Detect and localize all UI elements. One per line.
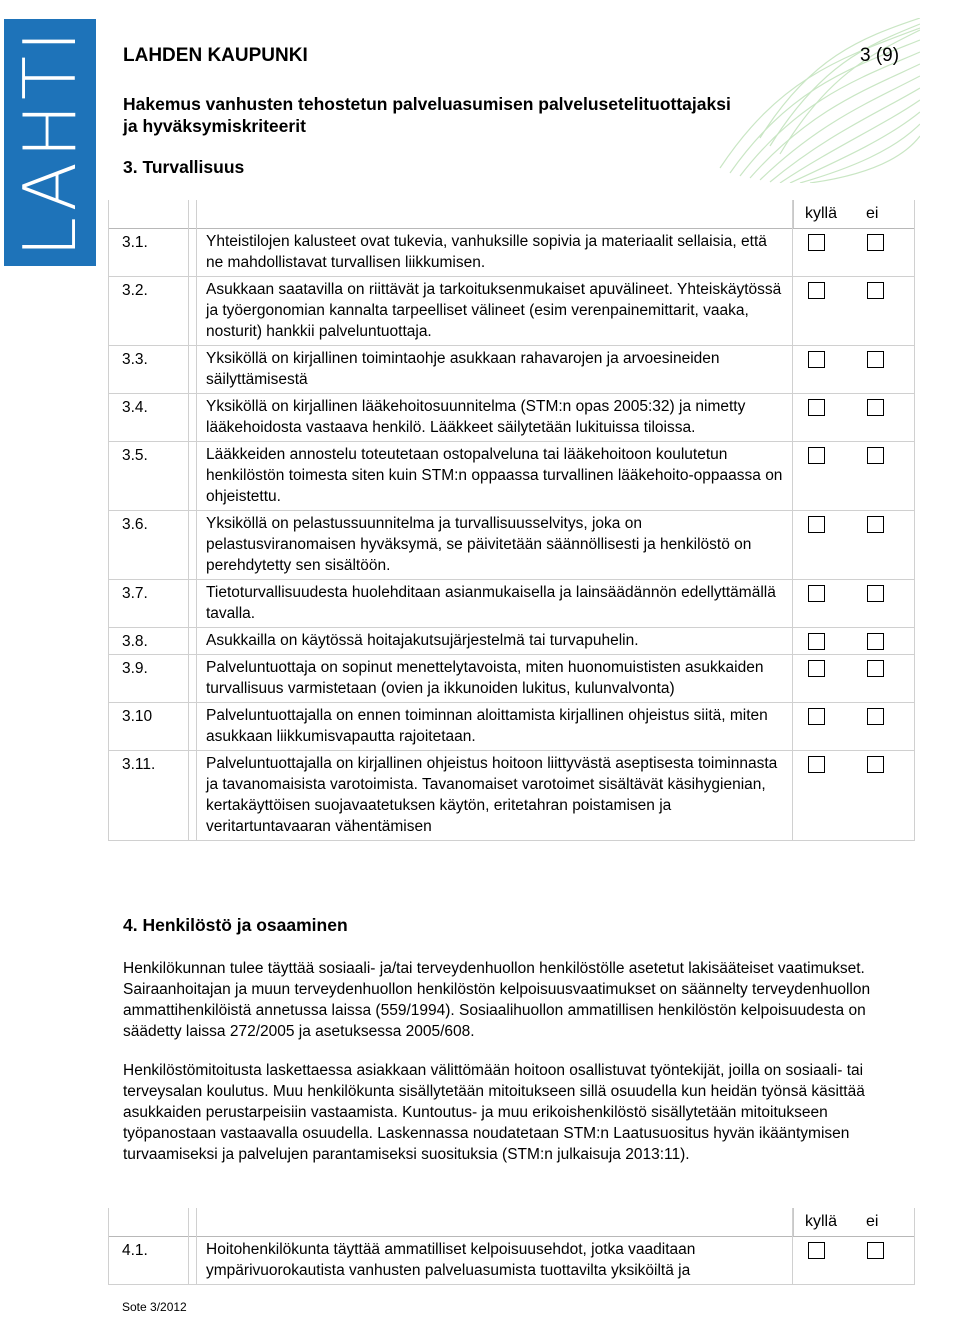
column-no: ei <box>866 205 879 222</box>
no-checkbox[interactable] <box>867 447 884 464</box>
no-checkbox[interactable] <box>867 1242 884 1259</box>
title-line-2: ja hyväksymiskriteerit <box>123 116 306 136</box>
criterion-text: Asukkaan saatavilla on riittävät ja tarkoituksenmukaiset apuvälineet. Yhteiskäytössä ja työergonomian kannalta tarpeelliset välineet (esim verenpainemittarit, vaaka, nosturit) hankkii palveluntuottaja. <box>206 281 782 340</box>
yes-checkbox[interactable] <box>808 756 825 773</box>
criterion-text: Yhteistilojen kalusteet ovat tukevia, vanhuksille sopivia ja materiaalit sellaisia, että ne mahdollistavat turvallisen liikkumisen. <box>206 233 767 271</box>
no-checkbox[interactable] <box>867 399 884 416</box>
criterion-text: Yksiköllä on kirjallinen toimintaohje asukkaan rahavarojen ja arvoesineiden säilyttämisestä <box>206 350 720 388</box>
yes-checkbox[interactable] <box>808 516 825 533</box>
logo-text: LAHTI <box>8 26 92 258</box>
no-checkbox[interactable] <box>867 351 884 368</box>
yes-checkbox[interactable] <box>808 282 825 299</box>
column-no: ei <box>866 1213 879 1230</box>
no-checkbox[interactable] <box>867 660 884 677</box>
criterion-number: 3.8. <box>122 633 148 650</box>
table-row <box>108 628 914 655</box>
yes-checkbox[interactable] <box>808 447 825 464</box>
table-row <box>108 229 914 277</box>
criterion-number: 3.6. <box>122 516 148 533</box>
yes-checkbox[interactable] <box>808 708 825 725</box>
section-4-paragraph-1: Henkilökunnan tulee täyttää sosiaali- ja/tai terveydenhuollon henkilöstölle asetetut lakisääteiset vaatimukset. Sairaanhoitajan ja muun terveydenhuollon henkilöstön kelpoisuusvaatimukset on säännelty terveydenhuollon ammattihenkilöistä annetussa laissa (559/1994). Sosiaalihuollon ammatillisen henkilöstön kelpoisuudesta on säädetty laissa 272/2005 ja asetuksessa 2005/608. <box>123 960 871 1040</box>
criterion-text: Hoitohenkilökunta täyttää ammatilliset kelpoisuusehdot, jotka vaaditaan ympärivuorokautista vanhusten palveluasumista tuottavilta yksiköiltä ja <box>206 1241 696 1279</box>
table-grid-line <box>108 200 109 841</box>
table-grid-line <box>914 200 915 841</box>
section-4-paragraph-2: Henkilöstömitoitusta laskettaessa asiakkaan välittömään hoitoon osallistuvat työntekijät, joilla on sosiaali- tai terveysalan koulutus. Muu henkilökunta sisällytetään mitoitukseen sillä osuudella kun heidän työnsä käsittää asukkaiden perustarpeisiin vastaamista. Kuntoutus- ja muu erikoishenkilöstö sisällytetään mitoitukseen työpanostaan vastaavalla osuudella. Laskennassa noudatetaan STM:n Laatusuositus hyvän ikääntymisen turvaamiseksi ja palvelujen parantamiseksi suosituksia (STM:n julkaisuja 2013:11). <box>123 1062 865 1163</box>
table-header <box>108 200 914 229</box>
table-row <box>108 703 914 751</box>
criterion-number: 3.4. <box>122 399 148 416</box>
no-checkbox[interactable] <box>867 708 884 725</box>
table-row <box>108 751 914 841</box>
yes-checkbox[interactable] <box>808 351 825 368</box>
criterion-number: 3.5. <box>122 447 148 464</box>
no-checkbox[interactable] <box>867 516 884 533</box>
yes-checkbox[interactable] <box>808 399 825 416</box>
criterion-text: Lääkkeiden annostelu toteutetaan ostopalveluna tai lääkehoitoon koulutetun henkilöstön toimesta siten kuin STM:n oppaassa turvallinen lääkehoito-oppaassa on ohjeistettu. <box>206 446 783 505</box>
criterion-number: 3.1. <box>122 234 148 251</box>
organization-name: LAHDEN KAUPUNKI <box>123 45 308 66</box>
yes-checkbox[interactable] <box>808 234 825 251</box>
table-row <box>108 655 914 703</box>
no-checkbox[interactable] <box>867 585 884 602</box>
column-yes: kyllä <box>805 1213 838 1230</box>
criterion-number: 3.3. <box>122 351 148 368</box>
table-row <box>108 1237 914 1285</box>
no-checkbox[interactable] <box>867 234 884 251</box>
criterion-text: Tietoturvallisuudesta huolehditaan asianmukaisella ja lainsäädännön edellyttämällä tavalla. <box>206 584 776 622</box>
section-3-table <box>108 200 914 841</box>
no-checkbox[interactable] <box>867 756 884 773</box>
no-checkbox[interactable] <box>867 633 884 650</box>
table-header <box>108 1208 914 1237</box>
table-row <box>108 277 914 346</box>
yes-checkbox[interactable] <box>808 585 825 602</box>
criterion-number: 3.7. <box>122 585 148 602</box>
yes-checkbox[interactable] <box>808 660 825 677</box>
yes-checkbox[interactable] <box>808 633 825 650</box>
column-yes: kyllä <box>805 205 838 222</box>
table-grid-line <box>792 200 793 841</box>
criterion-number: 3.11. <box>122 756 156 773</box>
table-row <box>108 394 914 442</box>
table-row <box>108 511 914 580</box>
yes-checkbox[interactable] <box>808 1242 825 1259</box>
criterion-text: Palveluntuottajalla on kirjallinen ohjeistus hoitoon liittyvästä aseptisesta toiminnasta ja tavanomaisista varotoimista. Tavanomaiset varotoimet sisältävät käsihygienian, kertakäyttöisen suojavaatetuksen käytön, eritetahran poistamisen ja veritartuntavaaran vähentämisen <box>206 755 778 835</box>
table-grid-line <box>196 1208 197 1285</box>
criterion-number: 3.2. <box>122 282 148 299</box>
table-grid-line <box>108 1208 109 1285</box>
table-row <box>108 346 914 394</box>
criterion-number: 3.10 <box>122 708 153 725</box>
title-line-1: Hakemus vanhusten tehostetun palveluasumisen palvelusetelituottajaksi <box>123 94 731 114</box>
section-3-title: 3. Turvallisuus <box>123 157 245 177</box>
document-title <box>123 93 823 137</box>
footer-text: Sote 3/2012 <box>122 1300 187 1314</box>
table-grid-line <box>188 1208 189 1285</box>
criterion-number: 3.9. <box>122 660 148 677</box>
criterion-number: 4.1. <box>122 1242 148 1259</box>
table-grid-line <box>196 200 197 841</box>
table-grid-line <box>914 1208 915 1285</box>
table-grid-line <box>188 200 189 841</box>
section-4-table <box>108 1208 914 1285</box>
section-4-title: 4. Henkilöstö ja osaaminen <box>123 915 348 935</box>
city-logo <box>4 19 96 266</box>
table-row <box>108 442 914 511</box>
table-row <box>108 580 914 628</box>
table-grid-line <box>792 1208 793 1285</box>
criterion-text: Asukkailla on käytössä hoitajakutsujärjestelmä tai turvapuhelin. <box>206 632 639 649</box>
criterion-text: Palveluntuottaja on sopinut menettelytavoista, miten huonomuististen asukkaiden turvallisuus varmistetaan (ovien ja ikkunoiden lukitus, kulunvalvonta) <box>206 659 764 697</box>
criterion-text: Yksiköllä on kirjallinen lääkehoitosuunnitelma (STM:n opas 2005:32) ja nimetty lääkehoidosta vastaava henkilö. Lääkkeet säilytetään lukituissa tiloissa. <box>206 398 746 436</box>
criterion-text: Palveluntuottajalla on ennen toiminnan aloittamista kirjallinen ohjeistus siitä, miten asukkaan liikkumisvapautta rajoitetaan. <box>206 707 768 745</box>
no-checkbox[interactable] <box>867 282 884 299</box>
page-number: 3 (9) <box>860 45 900 66</box>
criterion-text: Yksiköllä on pelastussuunnitelma ja turvallisuusselvitys, joka on pelastusviranomaisen hyväksymä, se päivitetään säännöllisesti ja henkilöstö on perehdytetty sen sisältöön. <box>206 515 752 574</box>
